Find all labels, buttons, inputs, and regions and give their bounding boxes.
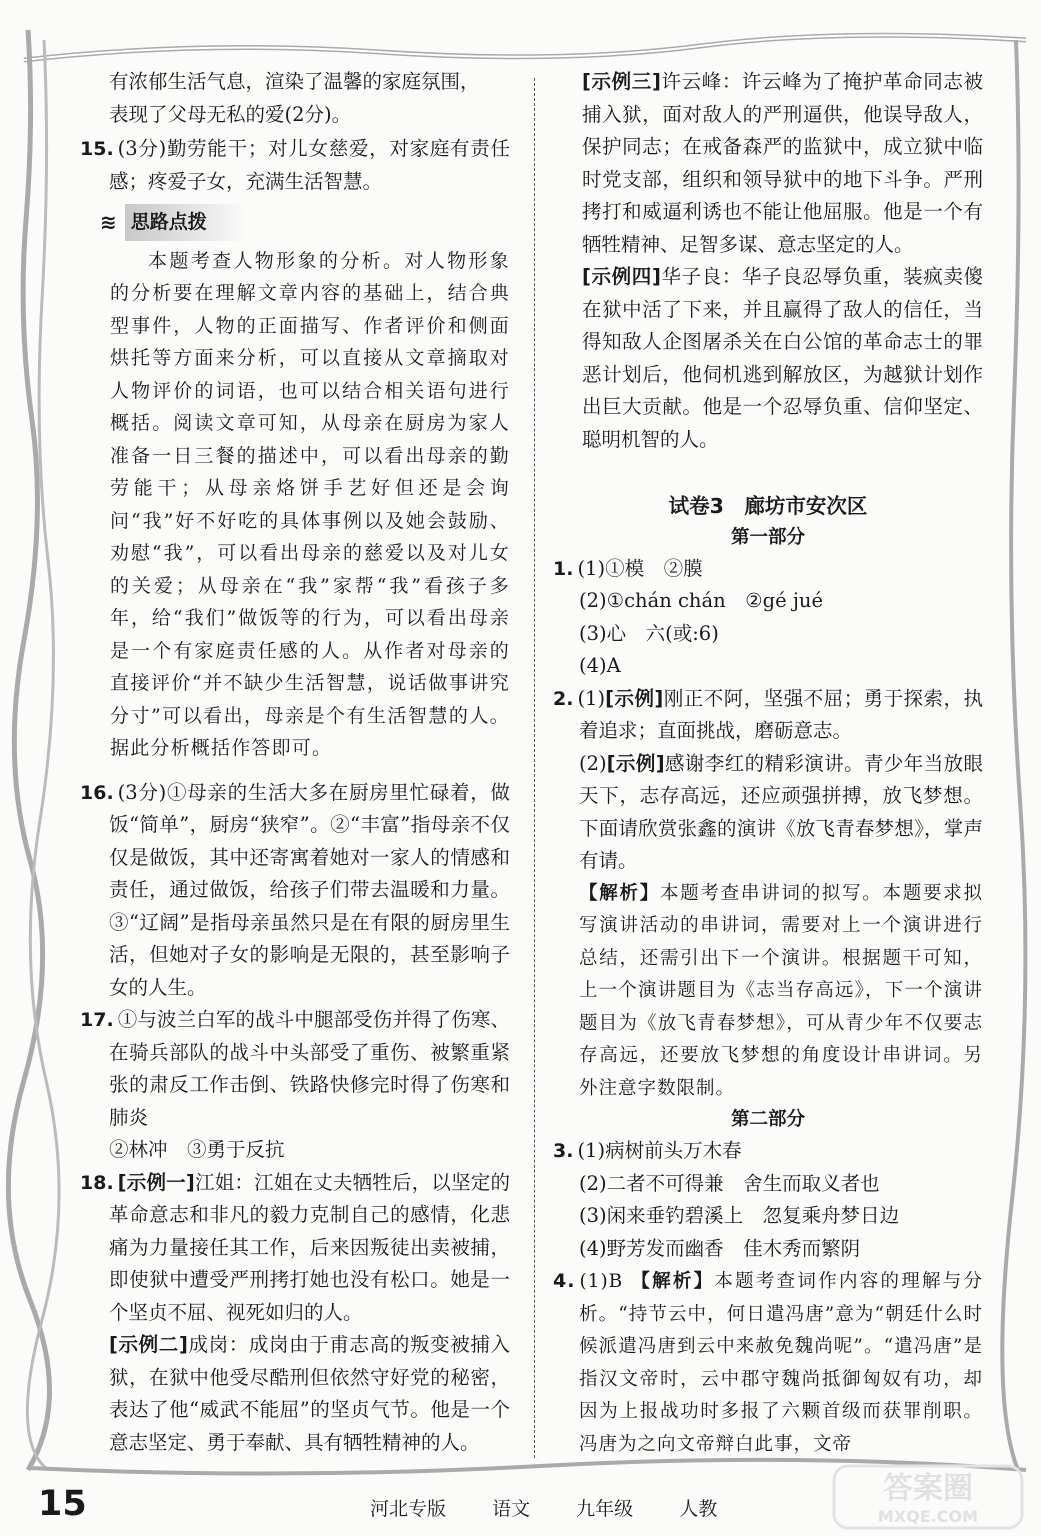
example-tag: [示例四] <box>582 265 661 288</box>
paper-title: 试卷3 廊坊市安次区 <box>668 494 868 518</box>
question-4 <box>553 1265 983 1461</box>
left-column <box>80 66 510 1459</box>
question-1-d: (4)A <box>579 654 621 677</box>
analysis-tag: 【解析】 <box>579 882 660 904</box>
watermark-title: 答案圈 <box>883 1471 973 1506</box>
question-17-line-2: ②林冲 ③勇于反抗 <box>109 1138 285 1161</box>
sub-number: (1) <box>577 686 606 710</box>
example-4 <box>553 261 983 456</box>
question-2-b <box>553 748 983 878</box>
tip-body: 本题考查人物形象的分析。对人物形象的分析要在理解文章内容的基础上，结合典型事件，人物的正面描写、作者评价和侧面烘托等方面来分析，可以直接从文章摘取对人物评价的词语，也可以结合相关语句进行概括。阅读文章可知，从母亲在厨房为家人准备一日三餐的描述中，可以看出母亲的勤劳能干；从母亲烙饼手艺好但还是会询问“我”好不好吃的具体事例以及她会鼓励、劝慰“我”，可以看出母亲的慈爱以及对儿女的关爱；从母亲在“我”家帮“我”看孩子多年，给“我们”做饭等的行为，可以看出母亲是一个有家庭责任感的人。从作者对母亲的直接评价“并不缺少生活智慧，说话做事讲究分寸”可以看出，母亲是个有生活智慧的人。据此分析概括作答即可。 <box>110 249 510 759</box>
example-3-text: 许云峰：许云峰为了掩护革命同志被捕入狱，面对敌人的严刑逼供，他误导敌人，保护同志；在戒备森严的监狱中，成立狱中临时党支部，组织和领导狱中的地下斗争。严刑拷打和威逼利诱也不能让他屈服。他是一个有牺牲精神、足智多谋、意志坚定的人。 <box>582 70 983 256</box>
question-2-b-text: 感谢李红的精彩演讲。青少年当放眼天下，志存高远，还应顽强拼搏，放飞梦想。下面请欣赏张鑫的演讲《放飞青春梦想》，掌声有请。 <box>579 751 983 872</box>
question-1-a: (1)①模 ②膜 <box>577 556 703 580</box>
question-number: 3. <box>553 1140 574 1162</box>
footer-publisher: 人教 <box>679 1498 718 1520</box>
question-1-c: (3)心 六(或:6) <box>579 621 719 645</box>
question-2 <box>553 683 983 748</box>
question-number: 1. <box>553 557 574 580</box>
example-tag: [示例二] <box>109 1333 188 1356</box>
question-number: 4. <box>553 1270 576 1292</box>
question-3-a: (1)病树前头万木春 <box>577 1139 742 1162</box>
question-2-a: 刚正不阿，坚强不屈；勇于探索，执着追求；直面挑战，磨砺意志。 <box>579 686 983 742</box>
footer-subject: 语文 <box>492 1498 531 1520</box>
tip-header <box>100 204 510 241</box>
question-number: 2. <box>553 687 574 710</box>
question-15-answer: (3分)勤劳能干；对儿女慈爱，对家庭有责任感；疼爱子女，充满生活智慧。 <box>109 137 510 193</box>
question-15 <box>80 133 510 198</box>
footer-edition: 河北专版 <box>370 1498 447 1520</box>
question-3 <box>553 1135 983 1168</box>
page-number: 15 <box>38 1484 87 1524</box>
intro-line-2: 表现了父母无私的爱(2分)。 <box>109 102 352 126</box>
question-2-analysis <box>553 878 983 1106</box>
right-column <box>553 66 983 1461</box>
example-3 <box>553 66 983 261</box>
question-17 <box>80 1004 510 1134</box>
example-2-text: 成岗：成岗由于甫志高的叛变被捕入狱，在狱中他受尽酷刑但依然守好党的秘密，表达了他“威武不能屈”的坚贞气节。他是一个意志坚定、勇于奉献、具有牺牲精神的人。 <box>109 1333 510 1454</box>
watermark-logo <box>828 1462 1028 1532</box>
part-2-title: 第二部分 <box>730 1109 805 1130</box>
analysis-tag: 【解析】 <box>631 1271 715 1292</box>
footer-info <box>370 1494 743 1521</box>
question-4-analysis-text: 本题考查词作内容的理解与分析。“持节云中，何日遣冯唐”意为“朝廷什么时候派遣冯唐到云中来赦免魏尚呢”。“遣冯唐”是指汉文帝时，云中郡守魏尚抵御匈奴有功，却因为上报战功时多报了六颗首级而获罪削职。冯唐为之向文帝辩白此事，文帝 <box>579 1271 983 1455</box>
tip-box <box>80 245 510 765</box>
question-3-d: (4)野芳发而幽香 佳木秀而繁阴 <box>579 1236 861 1260</box>
question-number: 17. <box>80 1009 114 1031</box>
question-1 <box>553 553 983 586</box>
question-2-analysis-text: 本题考查串讲词的拟写。本题要求拟写演讲活动的串讲词，需要对上一个演讲进行总结，还需引出下一个演讲。根据题干可知，上一个演讲题目为《志当存高远》，下一个演讲题目为《放飞青春梦想》，可从青少年不仅要志存高远，还要放飞梦想的角度设计串讲词。另外注意字数限制。 <box>579 882 983 1099</box>
footer-grade: 九年级 <box>576 1498 634 1520</box>
example-1-text: 江姐：江姐在丈夫牺牲后，以坚定的革命意志和非凡的毅力克制自己的感情，化悲痛为力量接任其工作，后来因叛徒出卖被捕，即使狱中遭受严刑拷打她也没有松口。她是一个坚贞不屈、视死如归的人。 <box>109 1170 510 1324</box>
sub-answer: (1)B <box>579 1271 624 1292</box>
question-1-b: (2)①chán chán ②gé jué <box>579 589 823 612</box>
example-tag: [示例] <box>605 686 664 710</box>
tip-title: 思路点拨 <box>125 204 247 241</box>
question-16 <box>80 777 510 1005</box>
example-tag: [示例三] <box>582 70 661 93</box>
question-number: 15. <box>80 138 114 160</box>
question-18-example-2 <box>80 1329 510 1459</box>
question-16-answer: (3分)①母亲的生活大多在厨房里忙碌着，做饭“简单”，厨房“狭窄”。②“丰富”指母亲不仅仅是做饭，其中还寄寓着她对一家人的情感和责任，通过做饭，给孩子们带去温暖和力量。③“辽阔”是指母亲虽然只是在有限的厨房里生活，但她对子女的影响是无限的，甚至影响子女的人生。 <box>109 780 510 999</box>
example-tag: [示例一] <box>117 1170 195 1194</box>
question-18 <box>80 1167 510 1330</box>
column-divider <box>534 78 535 1458</box>
part-1-title: 第一部分 <box>730 526 805 548</box>
question-3-c: (3)闲来垂钓碧溪上 忽复乘舟梦日边 <box>579 1204 900 1227</box>
wave-icon: ≋ <box>100 210 117 234</box>
question-3-b: (2)二者不可得兼 舍生而取义者也 <box>579 1171 880 1195</box>
question-number: 18. <box>80 1171 114 1194</box>
sub-number: (2) <box>579 751 607 775</box>
question-17-answer: ①与波兰白军的战斗中腿部受伤并得了伤寒、在骑兵部队的战斗中头部受了重伤、被繁重紧张的肃反工作击倒、铁路快修完时得了伤寒和肺炎 <box>109 1008 510 1129</box>
watermark-url: MXQE.COM <box>877 1507 979 1526</box>
example-tag: [示例] <box>606 751 665 775</box>
example-4-text: 华子良：华子良忍辱负重，装疯卖傻在狱中活了下来，并且赢得了敌人的信任，当得知敌人企图屠杀关在白公馆的革命志士的罪恶计划后，他伺机逃到解放区，为越狱计划作出巨大贡献。他是一个忍辱负重、信仰坚定、聪明机智的人。 <box>582 265 983 451</box>
question-number: 16. <box>80 781 114 804</box>
intro-line-1: 有浓郁生活气息，渲染了温馨的家庭氛围， <box>109 70 480 93</box>
